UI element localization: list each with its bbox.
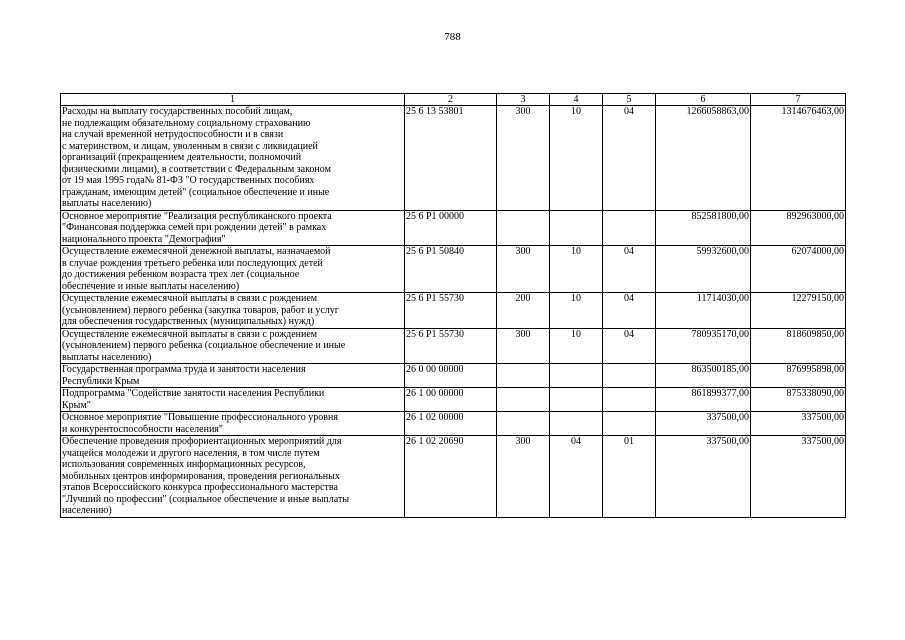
subsection-cell: 04: [603, 328, 656, 364]
section-cell: [550, 210, 603, 246]
column-header: 3: [497, 94, 550, 106]
amount-year1-cell: 337500,00: [656, 436, 751, 518]
section-cell: 04: [550, 436, 603, 518]
section-cell: 10: [550, 328, 603, 364]
page-number: 788: [444, 31, 461, 43]
amount-year2-cell: 818609850,00: [751, 328, 846, 364]
table-row: [61, 328, 846, 364]
table-row: [61, 246, 846, 293]
column-header: 7: [751, 94, 846, 106]
subsection-cell: 04: [603, 293, 656, 329]
column-header: 1: [61, 94, 405, 106]
description-cell: Осуществление ежемесячной выплаты в связи с рождением (усыновлением) первого ребенка (закупка товаров, работ и услуг для обеспечения государственных (муниципальных) нужд): [61, 293, 405, 329]
table-row: [61, 293, 846, 329]
table-row: [61, 210, 846, 246]
expense-type-cell: 200: [497, 293, 550, 329]
amount-year1-cell: 1266058863,00: [656, 106, 751, 211]
description-cell: Осуществление ежемесячной выплаты в связи с рождением (усыновлением) первого ребенка (социальное обеспечение и иные выплаты населению): [61, 328, 405, 364]
expense-type-cell: [497, 210, 550, 246]
table-row: [61, 388, 846, 412]
amount-year2-cell: 875338090,00: [751, 388, 846, 412]
amount-year2-cell: 337500,00: [751, 436, 846, 518]
amount-year1-cell: 337500,00: [656, 412, 751, 436]
table-row: [61, 364, 846, 388]
target-code-cell: 26 1 00 00000: [405, 388, 497, 412]
section-cell: [550, 364, 603, 388]
amount-year1-cell: 861899377,00: [656, 388, 751, 412]
section-cell: 10: [550, 106, 603, 211]
target-code-cell: 25 6 P1 00000: [405, 210, 497, 246]
subsection-cell: [603, 388, 656, 412]
subsection-cell: 04: [603, 106, 656, 211]
target-code-cell: 26 0 00 00000: [405, 364, 497, 388]
column-header: 5: [603, 94, 656, 106]
expense-type-cell: 300: [497, 106, 550, 211]
budget-table: [60, 93, 846, 518]
section-cell: [550, 412, 603, 436]
amount-year2-cell: 62074000,00: [751, 246, 846, 293]
target-code-cell: 25 6 P1 50840: [405, 246, 497, 293]
description-cell: Осуществление ежемесячной денежной выплаты, назначаемой в случае рождения третьего ребенка или последующих детей до достижения ребенком возраста трех лет (социальное обеспечение и иные выплаты населению): [61, 246, 405, 293]
table-row: [61, 106, 846, 211]
expense-type-cell: 300: [497, 246, 550, 293]
amount-year2-cell: 337500,00: [751, 412, 846, 436]
amount-year1-cell: 780935170,00: [656, 328, 751, 364]
amount-year1-cell: 11714030,00: [656, 293, 751, 329]
header-row: [61, 94, 846, 106]
expense-type-cell: [497, 388, 550, 412]
expense-type-cell: 300: [497, 328, 550, 364]
subsection-cell: [603, 210, 656, 246]
expense-type-cell: [497, 364, 550, 388]
section-cell: [550, 388, 603, 412]
target-code-cell: 25 6 13 53801: [405, 106, 497, 211]
target-code-cell: 26 1 02 20690: [405, 436, 497, 518]
amount-year2-cell: 892963000,00: [751, 210, 846, 246]
description-cell: Основное мероприятие "Повышение профессионального уровня и конкурентоспособности населения": [61, 412, 405, 436]
column-header: 6: [656, 94, 751, 106]
subsection-cell: [603, 364, 656, 388]
column-header: 4: [550, 94, 603, 106]
expense-type-cell: [497, 412, 550, 436]
section-cell: 10: [550, 293, 603, 329]
table-row: [61, 412, 846, 436]
amount-year2-cell: 12279150,00: [751, 293, 846, 329]
description-cell: Обеспечение проведения профориентационных мероприятий для учащейся молодежи и другого населения, в том числе путем использования современных информационных ресурсов, мобильных центров информирования, проведения региональных этапов Всероссийского конкурса профессионального мастерства "Лучший по профессии" (социальное обеспечение и иные выплаты населению): [61, 436, 405, 518]
description-cell: Государственная программа труда и занятости населения Республики Крым: [61, 364, 405, 388]
subsection-cell: 01: [603, 436, 656, 518]
subsection-cell: [603, 412, 656, 436]
description-cell: Основное мероприятие "Реализация республиканского проекта "Финансовая поддержка семей при рождении детей" в рамках национального проекта "Демография": [61, 210, 405, 246]
amount-year2-cell: 876995898,00: [751, 364, 846, 388]
expense-type-cell: 300: [497, 436, 550, 518]
section-cell: 10: [550, 246, 603, 293]
description-cell: Подпрограмма "Содействие занятости населения Республики Крым": [61, 388, 405, 412]
description-cell: Расходы на выплату государственных пособий лицам, не подлежащим обязательному социальному страхованию на случай временной нетрудоспособности и в связи с материнством, и лицам, уволенным в связи с ликвидацией организаций (прекращением деятельности, полномочий физическими лицами), в соответствии с Федеральным законом от 19 мая 1995 года№ 81-ФЗ "О государственных пособиях гражданам, имеющим детей" (социальное обеспечение и иные выплаты населению): [61, 106, 405, 211]
amount-year1-cell: 863500185,00: [656, 364, 751, 388]
amount-year1-cell: 59932600,00: [656, 246, 751, 293]
amount-year1-cell: 852581800,00: [656, 210, 751, 246]
amount-year2-cell: 1314676463,00: [751, 106, 846, 211]
target-code-cell: 26 1 02 00000: [405, 412, 497, 436]
target-code-cell: 25 6 P1 55730: [405, 293, 497, 329]
table-row: [61, 436, 846, 518]
table-body: [61, 106, 846, 518]
subsection-cell: 04: [603, 246, 656, 293]
target-code-cell: 25 6 P1 55730: [405, 328, 497, 364]
column-header: 2: [405, 94, 497, 106]
